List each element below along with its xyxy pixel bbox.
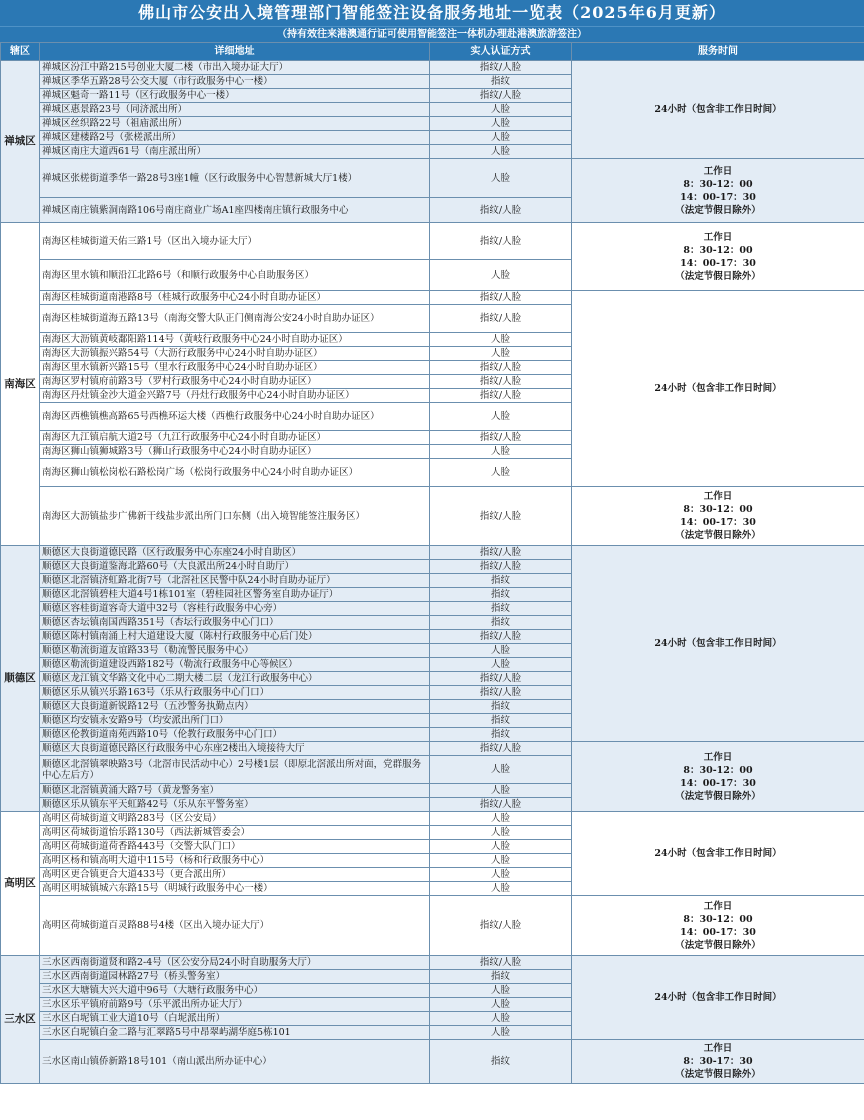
page-title: 佛山市公安出入境管理部门智能签注设备服务地址一览表（2025年6月更新） [0, 0, 864, 26]
table-row-auth: 指纹/人脸 [430, 291, 572, 305]
table-row-auth: 人脸 [430, 159, 572, 198]
table-row-auth: 人脸 [430, 459, 572, 487]
table-row-auth: 人脸 [430, 868, 572, 882]
table-row-auth: 人脸 [430, 658, 572, 672]
table-row-auth: 指纹/人脸 [430, 487, 572, 546]
table-row-address: 高明区杨和镇高明大道中115号（杨和行政服务中心） [40, 854, 430, 868]
table-row-auth: 指纹 [430, 1040, 572, 1084]
district-nanhai: 南海区 [1, 223, 40, 546]
table-row-address: 禅城区张槎街道季华一路28号3座1幢（区行政服务中心智慧新城大厅1楼） [40, 159, 430, 198]
table-row-address: 南海区大沥镇黄岐鄱阳路114号（黄岐行政服务中心24小时自助办证区） [40, 333, 430, 347]
table-row-address: 禅城区惠景路23号（同济派出所） [40, 103, 430, 117]
table-row-auth: 人脸 [430, 145, 572, 159]
table-row-address: 南海区桂城街道南港路8号（桂城行政服务中心24小时自助办证区） [40, 291, 430, 305]
table-row-address: 三水区西南街道园林路27号（桥头警务室） [40, 970, 430, 984]
district-gaoming: 高明区 [1, 812, 40, 956]
table-row-address: 南海区桂城街道天佑三路1号（区出入境办证大厅） [40, 223, 430, 260]
district-shunde: 顺德区 [1, 546, 40, 812]
table-row-address: 南海区九江镇启航大道2号（九江行政服务中心24小时自助办证区） [40, 431, 430, 445]
service-time-24h: 24小时（包含非工作日时间） [572, 546, 864, 742]
service-time-24h: 24小时（包含非工作日时间） [572, 812, 864, 896]
table-row-address: 禅城区季华五路28号公交大厦（市行政服务中心一楼） [40, 75, 430, 89]
table-row-auth: 人脸 [430, 333, 572, 347]
table-row-address: 顺德区大良街道德民路区行政服务中心东座2楼出入境接待大厅 [40, 742, 430, 756]
table-row-auth: 人脸 [430, 347, 572, 361]
table-row-auth: 人脸 [430, 445, 572, 459]
table-row-auth: 人脸 [430, 784, 572, 798]
table-row-address: 顺德区大良街道鉴海北路60号（大良派出所24小时自助厅） [40, 560, 430, 574]
header-auth: 实人认证方式 [430, 43, 572, 61]
table-row-address: 南海区大沥镇振兴路54号（大沥行政服务中心24小时自助办证区） [40, 347, 430, 361]
table-row-address: 南海区里水镇和顺沿江北路6号（和顺行政服务中心自助服务区） [40, 260, 430, 291]
table-row-auth: 指纹/人脸 [430, 546, 572, 560]
table-row-address: 禅城区建楼路2号（张槎派出所） [40, 131, 430, 145]
table-row-auth: 指纹 [430, 602, 572, 616]
page-subtitle: （持有效往来港澳通行证可使用智能签注一体机办理赴港澳旅游签注） [0, 26, 864, 42]
table-row-address: 三水区白坭镇白金二路与汇翠路5号中昂翠屿湖华庭5栋101 [40, 1026, 430, 1040]
table-row-address: 南海区里水镇新兴路15号（里水行政服务中心24小时自助办证区） [40, 361, 430, 375]
table-row-address: 顺德区龙江镇文华路文化中心二期大楼二层（龙江行政服务中心） [40, 672, 430, 686]
table-row-address: 顺德区杏坛镇南国西路351号（杏坛行政服务中心门口） [40, 616, 430, 630]
table-row-address: 顺德区北滘镇济虹路北街7号（北滘社区民警中队24小时自助办证厅） [40, 574, 430, 588]
table-row-address: 禅城区南庄镇紫洞南路106号南庄商业广场A1座四楼南庄镇行政服务中心 [40, 198, 430, 223]
table-row-auth: 指纹/人脸 [430, 956, 572, 970]
table-row-address: 禅城区汾江中路215号创业大厦二楼（市出入境办证大厅） [40, 61, 430, 75]
table-row-auth: 人脸 [430, 260, 572, 291]
table-row-auth: 指纹 [430, 970, 572, 984]
table-row-auth: 指纹/人脸 [430, 630, 572, 644]
table-row-address: 南海区桂城街道海五路13号（南海交警大队正门侧南海公安24小时自助办证区） [40, 305, 430, 333]
table-row-auth: 人脸 [430, 403, 572, 431]
service-table [0, 42, 864, 1084]
table-row-address: 南海区西樵镇樵高路65号西樵环运大楼（西樵行政服务中心24小时自助办证区） [40, 403, 430, 431]
service-time-workday-allday: 工作日 8：30-17：30 （法定节假日除外） [572, 1040, 864, 1084]
table-row-auth: 指纹 [430, 700, 572, 714]
table-row-address: 顺德区北滘镇碧桂大道4号1栋101室（碧桂园社区警务室自助办证厅） [40, 588, 430, 602]
table-row-auth: 指纹/人脸 [430, 560, 572, 574]
header-district: 辖区 [1, 43, 40, 61]
table-row-address: 顺德区大良街道德民路（区行政服务中心东座24小时自助区） [40, 546, 430, 560]
table-row-address: 三水区白坭镇工业大道10号（白坭派出所） [40, 1012, 430, 1026]
table-row-auth: 指纹/人脸 [430, 305, 572, 333]
table-row-address: 高明区荷城街道百灵路88号4楼（区出入境办证大厅） [40, 896, 430, 956]
table-row-address: 南海区狮山镇松岗松石路松岗广场（松岗行政服务中心24小时自助办证区） [40, 459, 430, 487]
table-row-auth: 指纹/人脸 [430, 375, 572, 389]
table-row-auth: 指纹/人脸 [430, 742, 572, 756]
table-row-address: 南海区丹灶镇金沙大道金兴路7号（丹灶行政服务中心24小时自助办证区） [40, 389, 430, 403]
service-time-workday: 工作日 8：30-12：00 14：00-17：30 （法定节假日除外） [572, 223, 864, 291]
table-row-address: 三水区南山镇侨新路18号101（南山派出所办证中心） [40, 1040, 430, 1084]
service-time-workday: 工作日 8：30-12：00 14：00-17：30 （法定节假日除外） [572, 487, 864, 546]
table-row-address: 三水区乐平镇府前路9号（乐平派出所办证大厅） [40, 998, 430, 1012]
table-row-auth: 人脸 [430, 854, 572, 868]
table-row-auth: 指纹/人脸 [430, 223, 572, 260]
table-row-address: 南海区罗村镇府前路3号（罗村行政服务中心24小时自助办证区） [40, 375, 430, 389]
table-row-address: 顺德区乐从镇东平天虹路42号（乐从东平警务室） [40, 798, 430, 812]
table-row-auth: 人脸 [430, 882, 572, 896]
district-sanshui: 三水区 [1, 956, 40, 1084]
table-row-address: 三水区大塘镇大兴大道中96号（大塘行政服务中心） [40, 984, 430, 998]
service-time-24h: 24小时（包含非工作日时间） [572, 61, 864, 159]
table-row-auth: 指纹/人脸 [430, 61, 572, 75]
table-row-address: 顺德区均安镇永安路9号（均安派出所门口） [40, 714, 430, 728]
table-row-auth: 指纹/人脸 [430, 431, 572, 445]
table-row-auth: 指纹/人脸 [430, 198, 572, 223]
service-time-24h: 24小时（包含非工作日时间） [572, 291, 864, 487]
district-chancheng: 禅城区 [1, 61, 40, 223]
table-row-address: 顺德区北滘镇翠映路3号（北滘市民活动中心）2号楼1层（即原北滘派出所对面，党群服务中心左后方） [40, 756, 430, 784]
table-row-auth: 人脸 [430, 826, 572, 840]
table-row-auth: 指纹/人脸 [430, 798, 572, 812]
table-row-auth: 人脸 [430, 131, 572, 145]
table-row-address: 顺德区容桂街道容奇大道中32号（容桂行政服务中心旁） [40, 602, 430, 616]
table-row-auth: 指纹 [430, 588, 572, 602]
table-row-address: 禅城区魁奇一路11号（区行政服务中心一楼） [40, 89, 430, 103]
table-row-auth: 指纹/人脸 [430, 896, 572, 956]
table-row-auth: 人脸 [430, 840, 572, 854]
table-row-auth: 指纹 [430, 616, 572, 630]
table-row-address: 高明区明城镇城六东路15号（明城行政服务中心一楼） [40, 882, 430, 896]
service-time-24h: 24小时（包含非工作日时间） [572, 956, 864, 1040]
table-row-address: 顺德区勒流街道建设西路182号（勒流行政服务中心等候区） [40, 658, 430, 672]
table-row-address: 南海区大沥镇盐步广佛新干线盐步派出所门口东侧（出入境智能签注服务区） [40, 487, 430, 546]
header-address: 详细地址 [40, 43, 430, 61]
table-row-address: 南海区狮山镇狮城路3号（狮山行政服务中心24小时自助办证区） [40, 445, 430, 459]
table-row-auth: 人脸 [430, 998, 572, 1012]
table-row-auth: 人脸 [430, 1026, 572, 1040]
table-row-address: 顺德区陈村镇南涌上村大道建设大厦（陈村行政服务中心后门处） [40, 630, 430, 644]
table-row-address: 顺德区勒流街道友谊路33号（勒流警民服务中心） [40, 644, 430, 658]
header-time: 服务时间 [572, 43, 864, 61]
table-row-auth: 指纹 [430, 574, 572, 588]
service-time-workday: 工作日 8：30-12：00 14：00-17：30 （法定节假日除外） [572, 896, 864, 956]
table-row-address: 高明区荷城街道荷香路443号（交警大队门口） [40, 840, 430, 854]
table-row-address: 顺德区乐从镇兴乐路163号（乐从行政服务中心门口） [40, 686, 430, 700]
service-time-workday: 工作日 8：30-12：00 14：00-17：30 （法定节假日除外） [572, 742, 864, 812]
table-row-address: 高明区荷城街道怡乐路130号（西法新城管委会） [40, 826, 430, 840]
table-row-auth: 人脸 [430, 756, 572, 784]
table-row-address: 顺德区伦教街道南苑西路10号（伦教行政服务中心门口） [40, 728, 430, 742]
table-row-auth: 人脸 [430, 103, 572, 117]
table-row-auth: 指纹/人脸 [430, 389, 572, 403]
table-row-address: 顺德区北滘镇黄涌大路7号（黄龙警务室） [40, 784, 430, 798]
table-row-auth: 人脸 [430, 812, 572, 826]
table-row-address: 顺德区大良街道新锐路12号（五沙警务执勤点内） [40, 700, 430, 714]
service-time-workday: 工作日 8：30-12：00 14：00-17：30 （法定节假日除外） [572, 159, 864, 223]
table-row-auth: 指纹 [430, 75, 572, 89]
table-row-auth: 人脸 [430, 984, 572, 998]
table-row-address: 禅城区丝织路22号（祖庙派出所） [40, 117, 430, 131]
table-row-address: 高明区荷城街道文明路283号（区公安局） [40, 812, 430, 826]
table-row-address: 三水区西南街道贤和路2-4号（区公安分局24小时自助服务大厅） [40, 956, 430, 970]
table-row-auth: 指纹 [430, 714, 572, 728]
table-row-auth: 人脸 [430, 117, 572, 131]
table-row-auth: 指纹/人脸 [430, 686, 572, 700]
table-row-auth: 人脸 [430, 644, 572, 658]
table-row-auth: 人脸 [430, 1012, 572, 1026]
table-row-auth: 指纹/人脸 [430, 89, 572, 103]
table-row-auth: 指纹/人脸 [430, 361, 572, 375]
table-row-address: 高明区更合镇更合大道433号（更合派出所） [40, 868, 430, 882]
table-row-auth: 指纹 [430, 728, 572, 742]
table-row-address: 禅城区南庄大道西61号（南庄派出所） [40, 145, 430, 159]
table-row-auth: 指纹/人脸 [430, 672, 572, 686]
